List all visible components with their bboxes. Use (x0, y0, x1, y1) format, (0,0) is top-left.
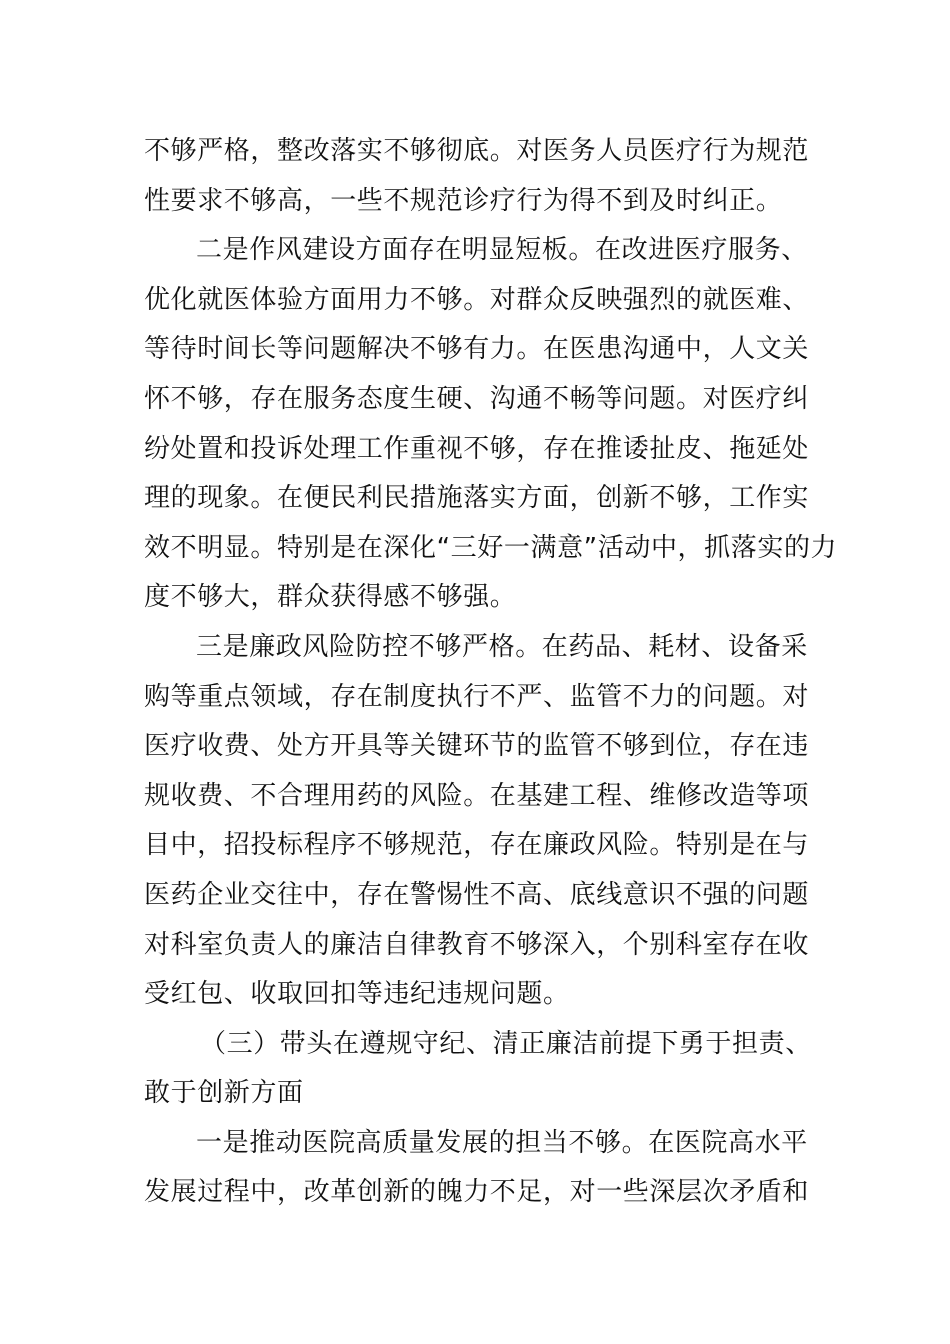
text-line: 医疗收费、处方开具等关键环节的监管不够到位，存在违 (144, 731, 810, 762)
text-line: 性要求不够高，一些不规范诊疗行为得不到及时纠正。 (144, 185, 783, 216)
text-line: 医药企业交往中，存在警惕性不高、底线意识不强的问题 (144, 879, 810, 910)
section-heading-line: （三）带头在遵规守纪、清正廉洁前提下勇于担责、 (200, 1028, 812, 1059)
text-line: 怀不够，存在服务态度生硬、沟通不畅等问题。对医疗纠 (144, 383, 810, 414)
text-line: 优化就医体验方面用力不够。对群众反映强烈的就医难、 (144, 284, 810, 315)
text-line: 对科室负责人的廉洁自律教育不够深入，个别科室存在收 (144, 929, 810, 960)
text-line: 度不够大，群众获得感不够强。 (144, 582, 517, 613)
text-line: 等待时间长等问题解决不够有力。在医患沟通中，人文关 (144, 334, 810, 365)
text-line: 纷处置和投诉处理工作重视不够，存在推诿扯皮、拖延处 (144, 433, 810, 464)
text-line: 购等重点领域，存在制度执行不严、监管不力的问题。对 (144, 681, 810, 712)
text-line: 受红包、收取回扣等违纪违规问题。 (144, 979, 570, 1010)
text-line: 理的现象。在便民利民措施落实方面，创新不够，工作实 (144, 483, 810, 514)
document-body (144, 127, 838, 1218)
text-line: 发展过程中，改革创新的魄力不足，对一些深层次矛盾和 (144, 1177, 810, 1208)
paragraph-start-line: 三是廉政风险防控不够严格。在药品、耗材、设备采 (196, 631, 808, 662)
paragraph-start-line: 一是推动医院高质量发展的担当不够。在医院高水平 (196, 1127, 808, 1158)
text-line: 目中，招投标程序不够规范，存在廉政风险。特别是在与 (144, 830, 810, 861)
text-line: 不够严格，整改落实不够彻底。对医务人员医疗行为规范 (144, 136, 810, 166)
text-line: 规收费、不合理用药的风险。在基建工程、维修改造等项 (144, 780, 810, 811)
section-heading-line: 敢于创新方面 (144, 1078, 304, 1109)
paragraph-start-line: 二是作风建设方面存在明显短板。在改进医疗服务、 (196, 235, 808, 266)
text-line: 效不明显。特别是在深化“三好一满意”活动中，抓落实的力 (144, 532, 838, 563)
